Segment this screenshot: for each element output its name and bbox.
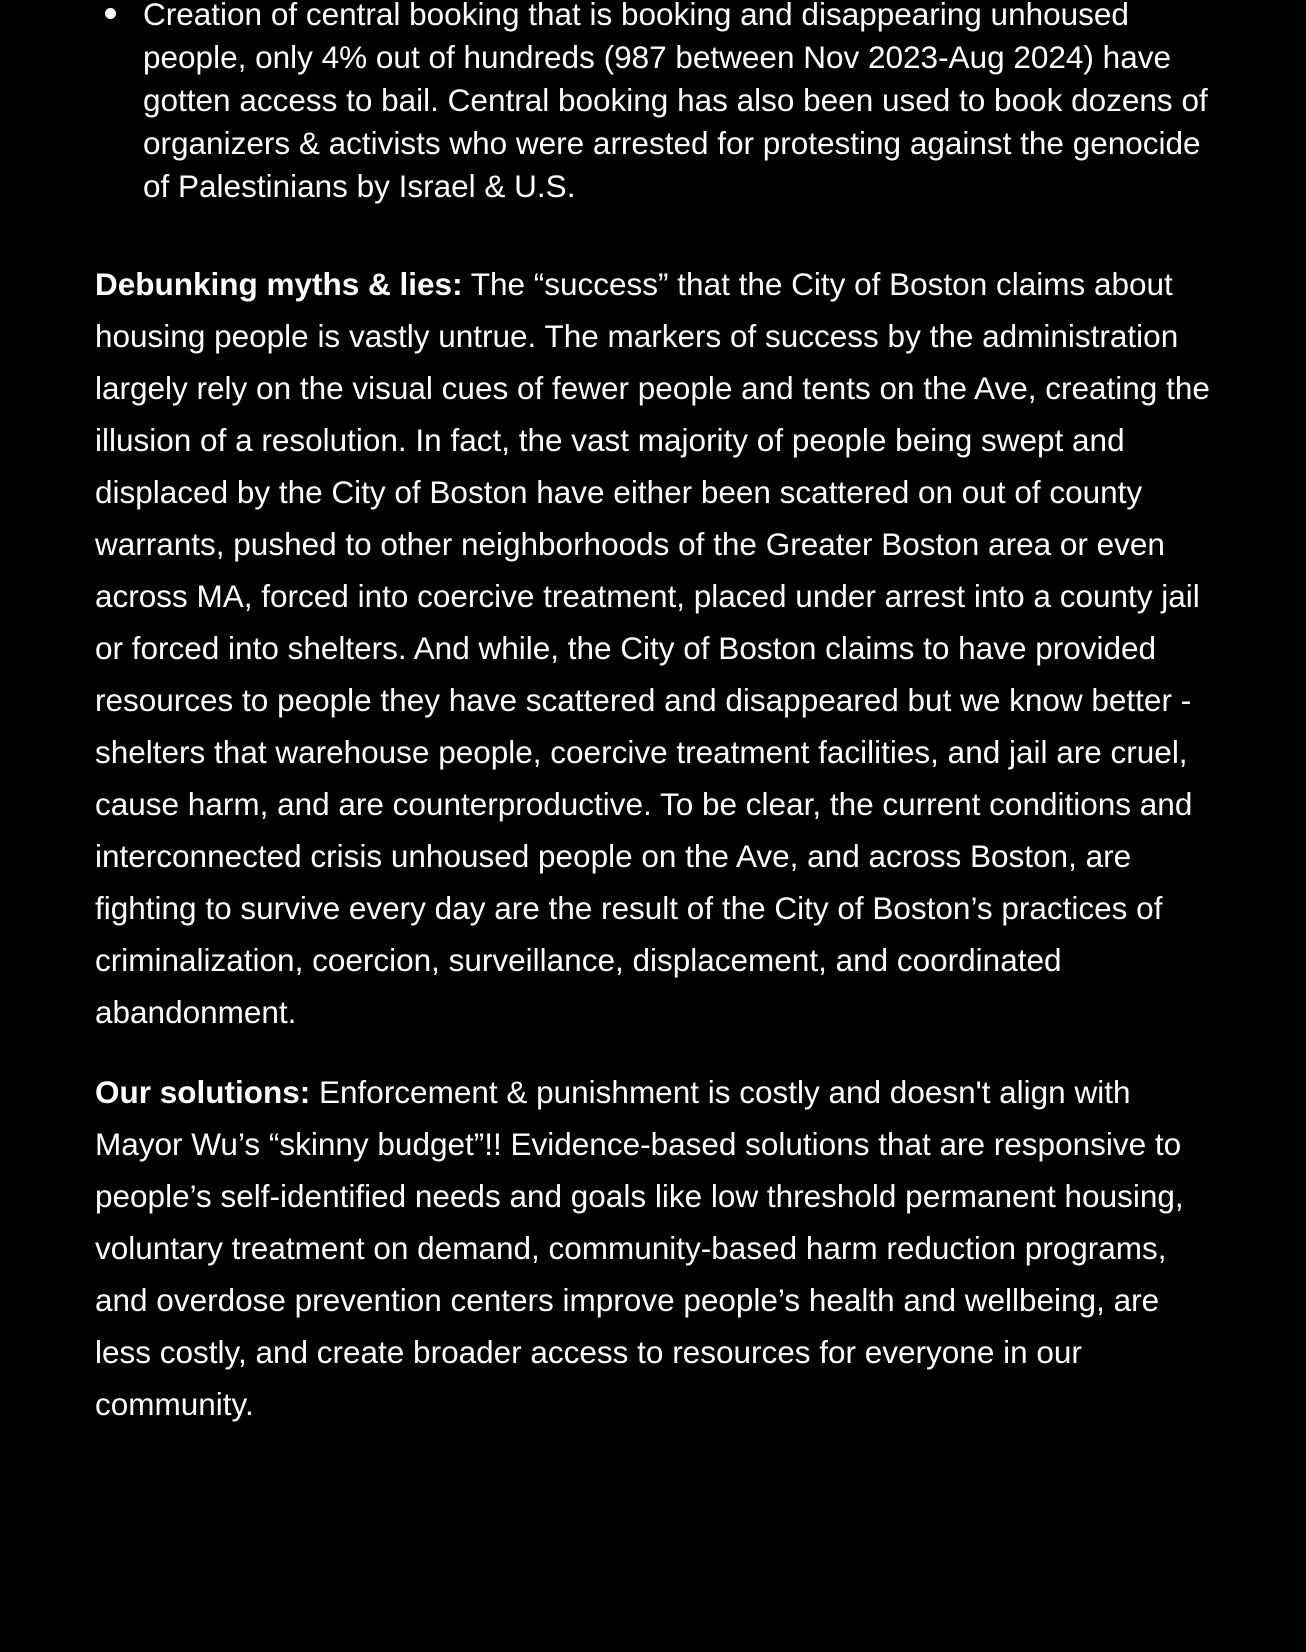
list-item xyxy=(95,0,1215,208)
debunking-heading: Debunking myths & lies: xyxy=(95,266,463,302)
bullet-icon xyxy=(105,8,116,19)
debunking-body: The “success” that the City of Boston claims about housing people is vastly untrue. The markers of success by the administration largely rely on the visual cues of fewer people and tents on the Ave, creating the illusion of a resolution. In fact, the vast majority of people being swept and displaced by the City of Boston have either been scattered on out of county warrants, pushed to other neighborhoods of the Greater Boston area or even across MA, forced into coercive treatment, placed under arrest into a county jail or forced into shelters. And while, the City of Boston claims to have provided resources to people they have scattered and disappeared but we know better - shelters that warehouse people, coercive treatment facilities, and jail are cruel, cause harm, and are counterproductive. To be clear, the current conditions and interconnected crisis unhoused people on the Ave, and across Boston, are fighting to survive every day are the result of the City of Boston’s practices of criminalization, coercion, surveillance, displacement, and coordinated abandonment. xyxy=(95,266,1210,1030)
bullet-text: Creation of central booking that is booking and disappearing unhoused people, only 4% out of hundreds (987 between Nov 2023-Aug 2024) have gotten access to bail. Central booking has also been used to book dozens of organizers & activists who were arrested for protesting against the genocide of Palestinians by Israel & U.S. xyxy=(143,0,1208,204)
solutions-heading: Our solutions: xyxy=(95,1074,311,1110)
debunking-paragraph xyxy=(95,258,1215,1038)
document xyxy=(95,0,1215,1430)
solutions-paragraph xyxy=(95,1066,1215,1430)
bullet-list xyxy=(95,0,1215,208)
solutions-body: Enforcement & punishment is costly and doesn't align with Mayor Wu’s “skinny budget”!! Evidence-based solutions that are responsive to people’s self-identified needs and goals like low threshold permanent housing, voluntary treatment on demand, community-based harm reduction programs, and overdose prevention centers improve people’s health and wellbeing, are less costly, and create broader access to resources for everyone in our community. xyxy=(95,1074,1184,1422)
